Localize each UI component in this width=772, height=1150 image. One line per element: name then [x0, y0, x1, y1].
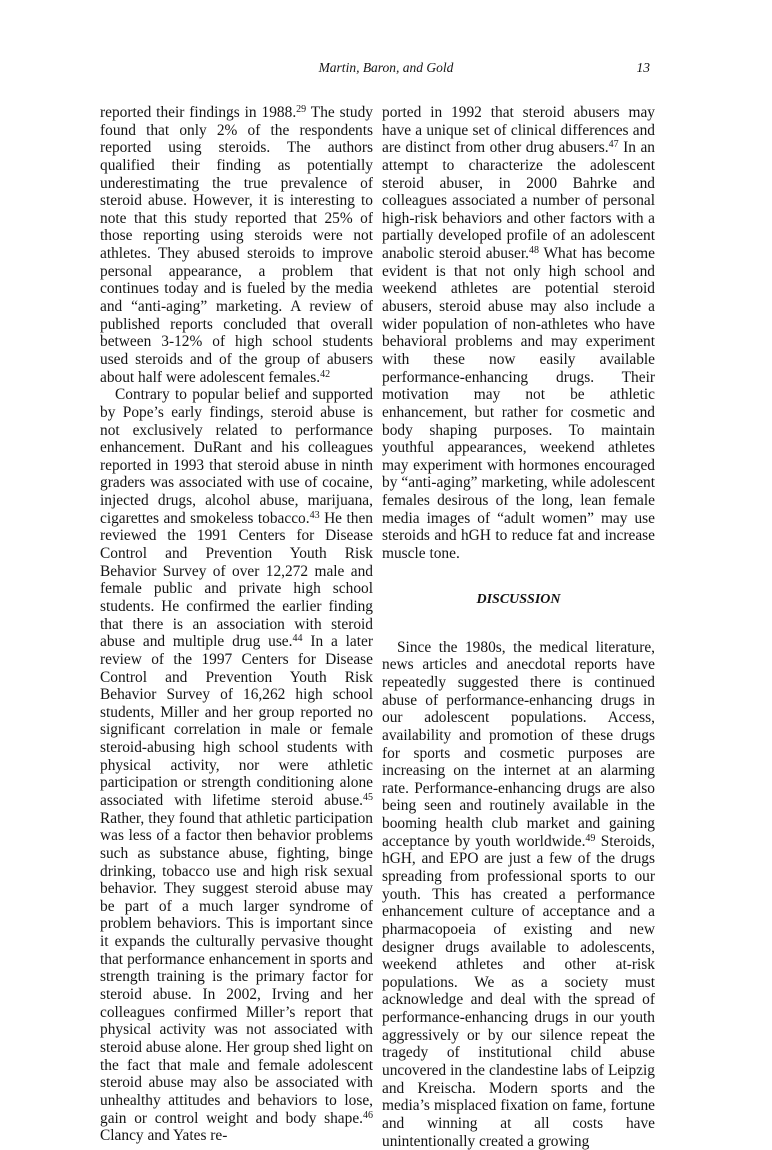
- text-run: Clancy and Yates re-: [100, 1127, 228, 1145]
- text-run: The study found that only 2% of the respondents reported using steroids. The authors qualified their finding as potentially underestimating the true prevalence of steroid abuse. However, it is interesting to note that this study reported that 25% of those reporting using steroids were not athletes. They abused steroids to improve personal appearance, a problem that continues today and is fueled by the media and “anti-aging” marketing. A review of published reports concluded that overall between 3-12% of high school students used steroids and of the group of abusers about half were adolescent females.: [100, 104, 373, 386]
- text-run: What has become evident is that not only high school and weekend athletes are potential steroid abusers, steroid abuse may also include a wider population of non-athletes who have behavioral problems and may experiment with these now easily available performance-enhancing drugs. Their motivation may not be athletic enhancement, but rather for cosmetic and body shaping purposes. To maintain youthful appearances, weekend athletes may experiment with hormones encouraged by “anti-aging” marketing, while adolescent females desirous of the long, lean female media images of “adult women” may use steroids and hGH to reduce fat and increase muscle tone.: [382, 245, 655, 563]
- left-column: [100, 104, 373, 1145]
- citation-superscript: 47: [608, 139, 619, 151]
- text-run: In a later review of the 1997 Centers for Disease Control and Prevention Youth Risk Behavior Survey of 16,262 high school students, Miller and her group reported no significant correlation in male or female steroid-abusing high school students with physical activity, nor were athletic participation or strength conditioning alone associated with lifetime steroid abuse.: [100, 633, 373, 809]
- text-run: Rather, they found that athletic participation was less of a factor then behavior problems such as substance abuse, fighting, binge drinking, tobacco use and high risk sexual behavior. They suggest steroid abuse may be part of a much larger syndrome of problem behaviors. This is important since it expands the culturally pervasive thought that performance enhancement in sports and strength training is the primary factor for steroid abuse. In 2002, Irving and her colleagues confirmed Miller’s report that physical activity was not associated with steroid abuse alone. Her group shed light on the fact that male and female adolescent steroid abuse may also be associated with unhealthy attitudes and behaviors to lose, gain or control weight and body shape.: [100, 809, 373, 1127]
- citation-superscript: 45: [363, 791, 373, 803]
- paragraph: [100, 386, 373, 1145]
- citation-superscript: 48: [528, 245, 539, 257]
- citation-superscript: 43: [309, 509, 320, 521]
- citation-superscript: 44: [292, 633, 303, 645]
- text-run: ported in 1992 that steroid abusers may have a unique set of clinical differences and are distinct from other drug abusers.: [382, 104, 655, 157]
- running-header-authors: Martin, Baron, and Gold: [318, 60, 454, 75]
- text-run: Since the 1980s, the medical literature, news articles and anecdotal reports have repeatedly suggested there is continued abuse of performance-enhancing drugs in our adolescent populations. Access, availability and promotion of these drugs for sports and cosmetic purposes are increasing on the internet at an alarming rate. Performance-enhancing drugs are also being seen and routinely available in the booming health club market and gaining acceptance by youth worldwide.: [382, 638, 655, 850]
- page-number: 13: [636, 60, 650, 75]
- paragraph: [100, 104, 373, 386]
- right-column: [382, 104, 655, 1150]
- text-run: Contrary to popular belief and supported by Pope’s early findings, steroid abuse is not exclusively related to performance enhancement. DuRant and his colleagues reported in 1993 that steroid abuse in ninth graders was associated with use of cocaine, injected drugs, alcohol abuse, marijuana, cigarettes and smokeless tobacco.: [100, 386, 373, 527]
- text-run: He then reviewed the 1991 Centers for Disease Control and Prevention Youth Risk Behavior Survey of over 12,272 male and female public and private high school students. He confirmed the earlier finding that there is an association with steroid abuse and multiple drug use.: [100, 509, 373, 651]
- text-run: reported their findings in 1988.: [100, 104, 297, 121]
- paragraph: [382, 104, 655, 563]
- citation-superscript: 46: [363, 1109, 373, 1121]
- citation-superscript: 49: [585, 832, 596, 844]
- text-run: In an attempt to characterize the adolescent steroid abuser, in 2000 Bahrke and colleagues associated a number of personal high-risk behaviors and other factors with a partially developed profile of an adolescent anabolic steroid abuser.: [382, 139, 655, 263]
- section-heading: DISCUSSION: [476, 591, 561, 607]
- citation-superscript: 42: [320, 368, 331, 380]
- paragraph: [382, 639, 655, 1150]
- text-run: Steroids, hGH, and EPO are just a few of the drugs spreading from professional sports to our youth. This has created a performance enhancement culture of acceptance and a pharmacopoeia of existing and new designer drugs available to adolescents, weekend athletes and other at-risk populations. We as a society must acknowledge and deal with the spread of performance-enhancing drugs in our youth aggressively or by our silence repeat the tragedy of institutional child abuse uncovered in the clandestine labs of Leipzig and Kreischa. Modern sports and the media’s misplaced fixation on fame, fortune and winning at all costs have unintentionally created a growing: [382, 832, 655, 1150]
- citation-superscript: 29: [296, 104, 307, 115]
